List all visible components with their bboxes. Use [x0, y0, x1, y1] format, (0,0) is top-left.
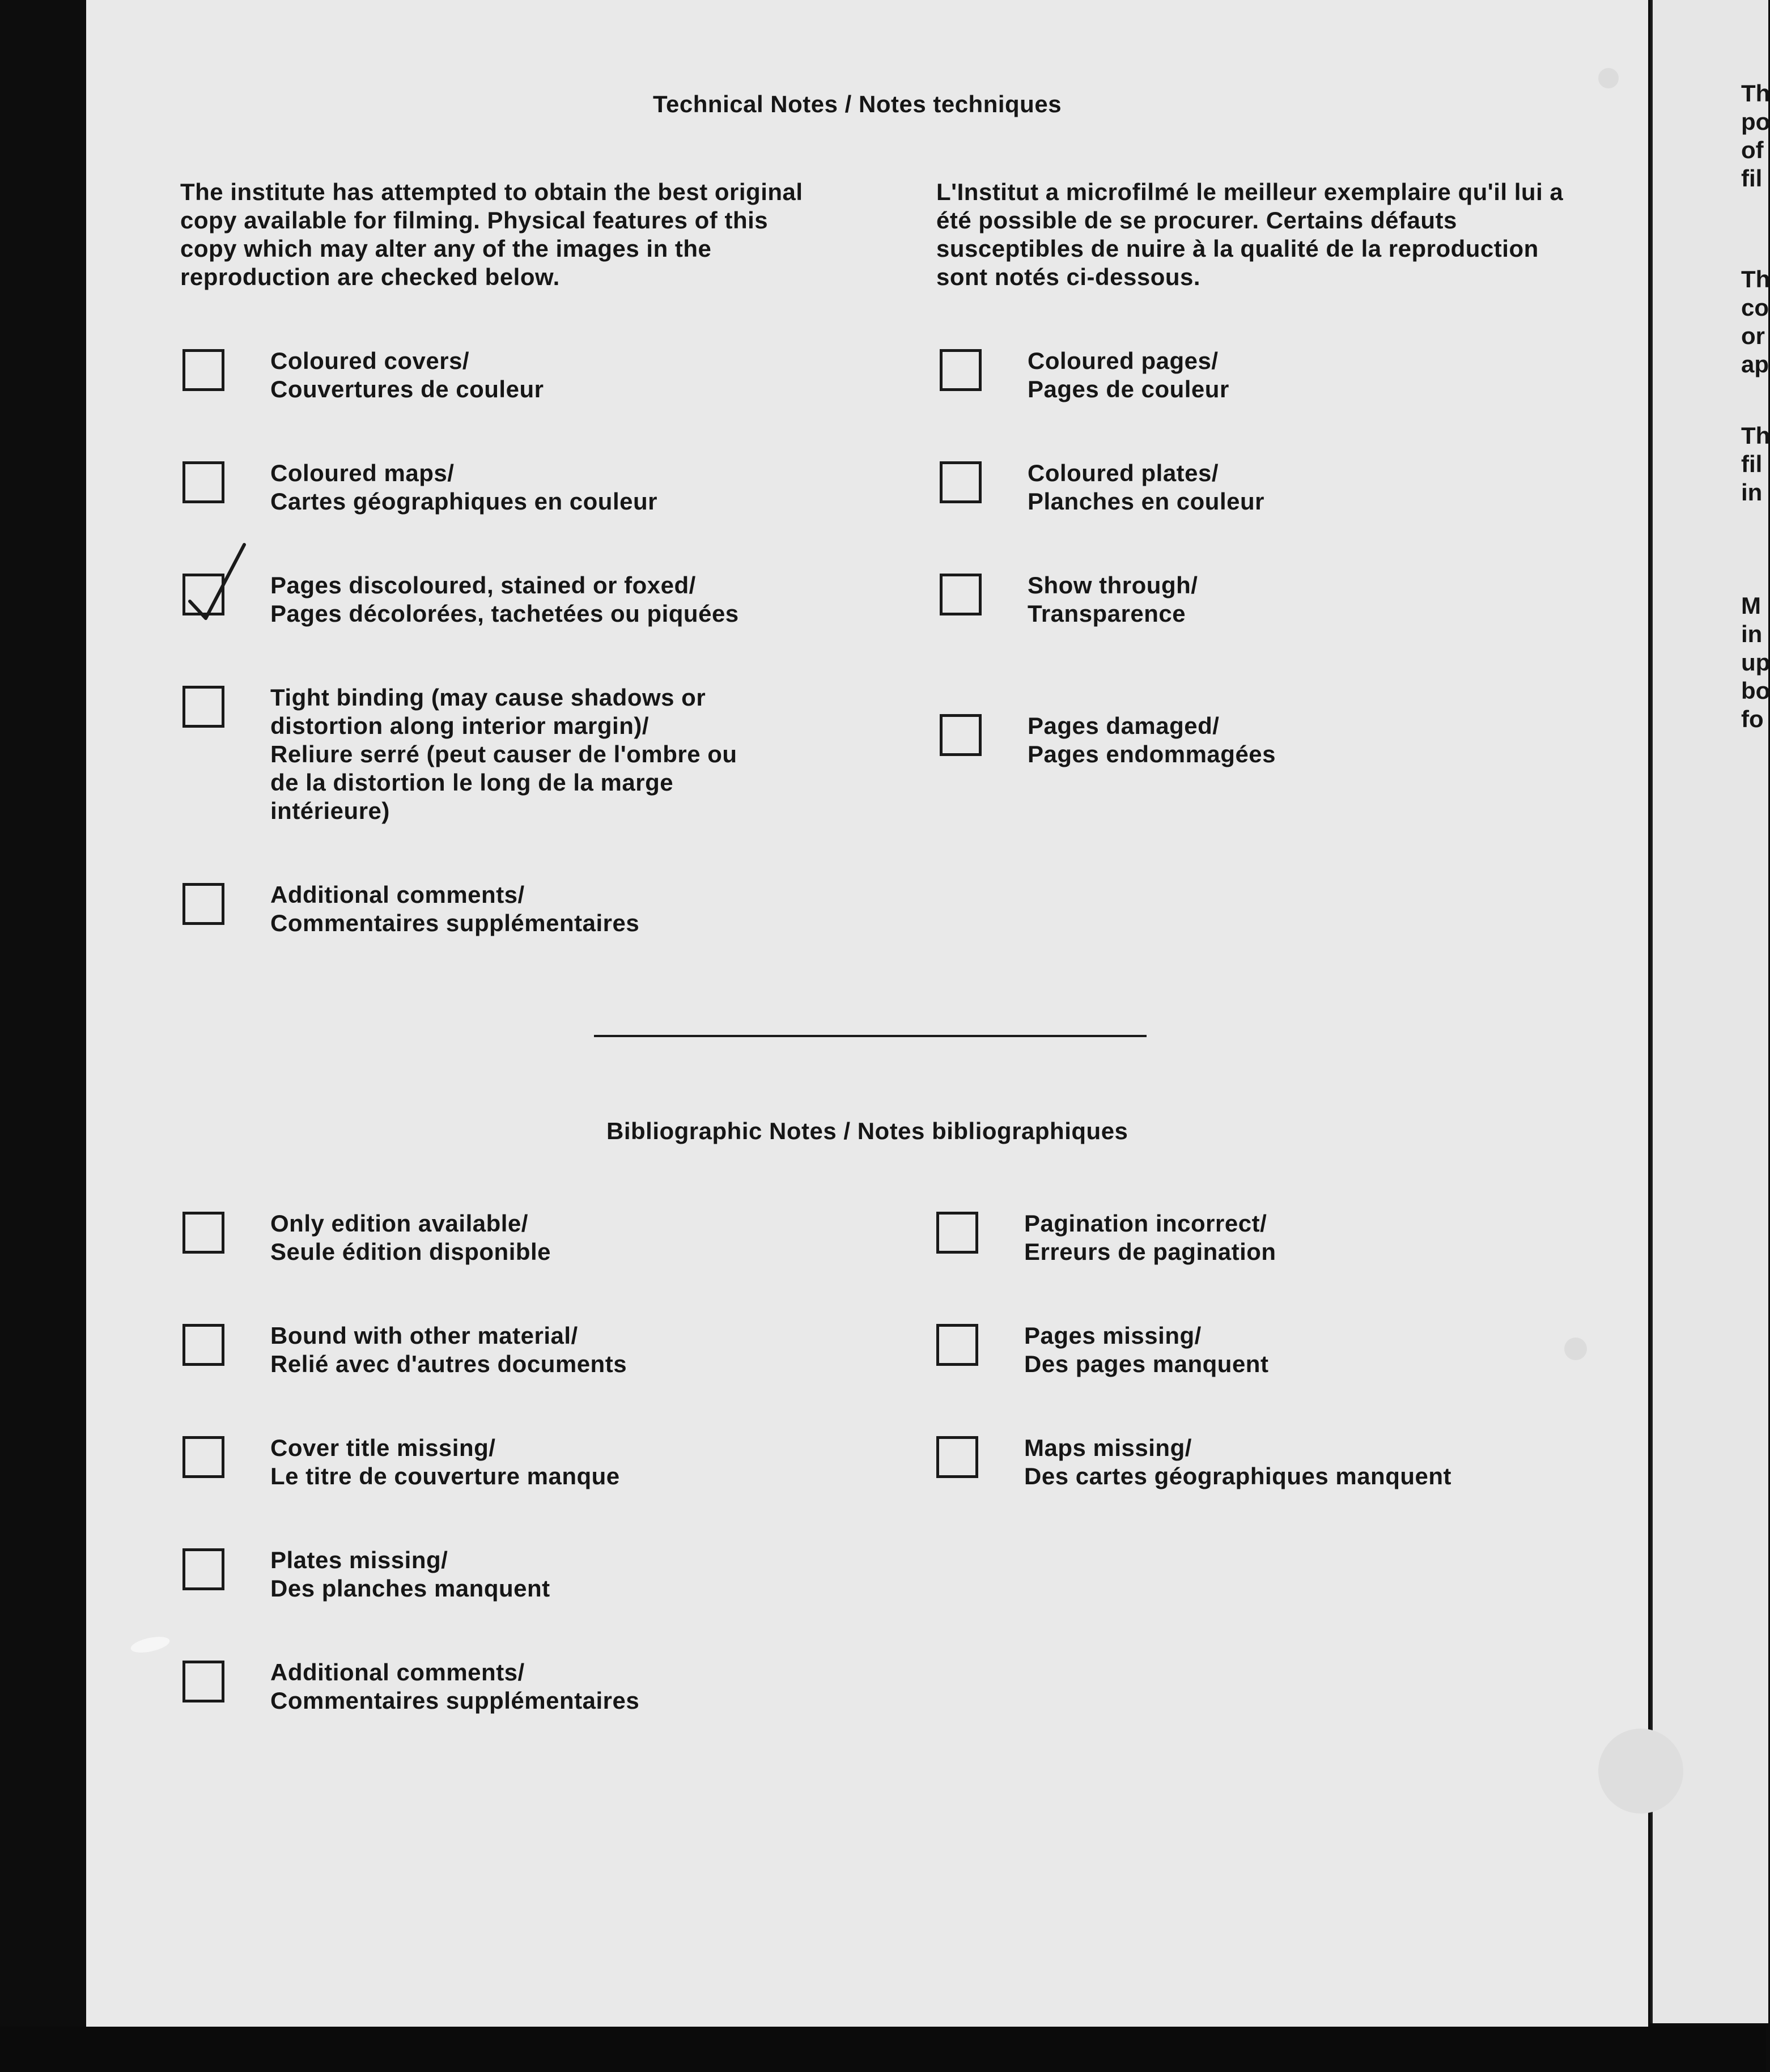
checkbox[interactable]	[182, 461, 224, 503]
item-label: Bound with other material/ Relié avec d'autres documents	[270, 1322, 627, 1377]
checkbox[interactable]	[940, 714, 982, 756]
dust-spot	[1598, 68, 1619, 88]
item-label: Pages damaged/ Pages endommagées	[1028, 712, 1276, 767]
item-label: Pagination incorrect/ Erreurs de pagination	[1024, 1210, 1276, 1265]
item-label: Pages missing/ Des pages manquent	[1024, 1322, 1269, 1377]
checkbox[interactable]	[940, 349, 982, 391]
item-label: Coloured maps/ Cartes géographiques en couleur	[270, 460, 657, 515]
item-label: Maps missing/ Des cartes géographiques manquent	[1024, 1434, 1452, 1489]
item-label: Coloured covers/ Couvertures de couleur	[270, 347, 544, 402]
checkbox[interactable]	[936, 1436, 978, 1478]
technical-notes-heading: Technical Notes / Notes techniques	[653, 91, 1062, 117]
item-label: Plates missing/ Des planches manquent	[270, 1547, 550, 1602]
adjacent-page-fragment: M in up bo fo	[1741, 592, 1770, 732]
checkbox[interactable]	[182, 349, 224, 391]
item-label: Coloured plates/ Planches en couleur	[1028, 460, 1264, 515]
item-label: Coloured pages/ Pages de couleur	[1028, 347, 1229, 402]
item-label: Tight binding (may cause shadows or distortion along interior margin)/ Reliure serré (peut causer de l'ombre ou de la distortion le long de la marge intérieure)	[270, 684, 737, 824]
section-divider	[594, 1035, 1147, 1037]
checkbox[interactable]	[182, 1661, 224, 1702]
checkbox[interactable]	[182, 1548, 224, 1590]
adjacent-page-fragment: Th fil in	[1741, 422, 1770, 506]
item-label: Additional comments/ Commentaires supplémentaires	[270, 881, 640, 936]
item-label: Pages discoloured, stained or foxed/ Pages décolorées, tachetées ou piquées	[270, 572, 739, 627]
intro-english: The institute has attempted to obtain the best original copy available for filming. Physical features of this copy which may alter any of the images in the reproduction are checked below.	[180, 179, 803, 290]
checkbox[interactable]	[182, 883, 224, 925]
checkbox[interactable]	[936, 1324, 978, 1366]
item-label: Cover title missing/ Le titre de couverture manque	[270, 1434, 620, 1489]
bibliographic-notes-heading: Bibliographic Notes / Notes bibliographiques	[606, 1118, 1128, 1144]
item-label: Only edition available/ Seule édition disponible	[270, 1210, 551, 1265]
film-border	[0, 2027, 1766, 2072]
checkbox[interactable]	[940, 574, 982, 615]
checkbox[interactable]	[182, 1324, 224, 1366]
adjacent-page-fragment: Th po of fil	[1741, 80, 1770, 192]
item-label: Additional comments/ Commentaires supplémentaires	[270, 1659, 640, 1714]
dust-spot	[1598, 1729, 1683, 1814]
notes-page	[86, 0, 1648, 2027]
item-label: Show through/ Transparence	[1028, 572, 1198, 627]
adjacent-page-fragment: Th co or ap	[1741, 266, 1770, 377]
checkbox[interactable]	[936, 1212, 978, 1254]
checkbox-checked[interactable]	[182, 574, 224, 615]
checkbox[interactable]	[182, 1212, 224, 1254]
checkbox[interactable]	[182, 686, 224, 728]
checkbox[interactable]	[940, 461, 982, 503]
intro-french: L'Institut a microfilmé le meilleur exemplaire qu'il lui a été possible de se procurer. Certains défauts susceptibles de nuire à la qualité de la reproduction sont notés ci-dessous.	[936, 179, 1564, 290]
checkbox[interactable]	[182, 1436, 224, 1478]
